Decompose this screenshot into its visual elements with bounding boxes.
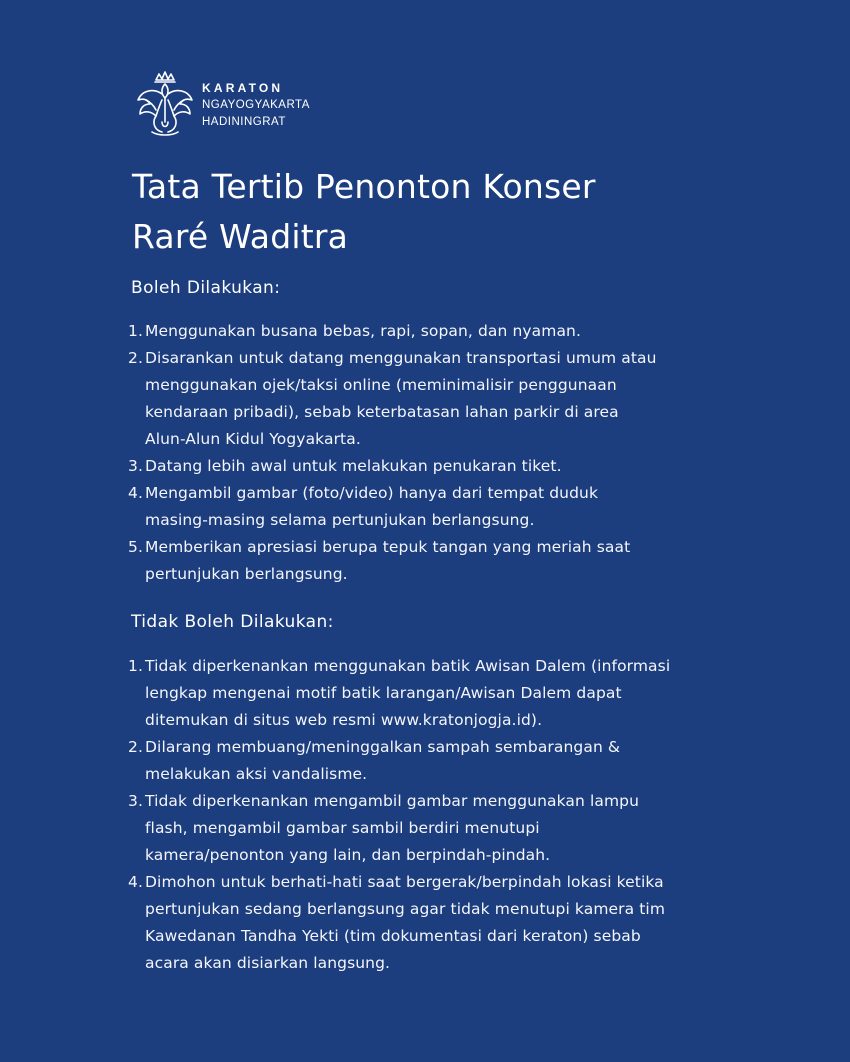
list-text — [145, 318, 728, 345]
list-item — [128, 345, 728, 453]
list-number: 1. — [128, 322, 143, 340]
list-line: kamera/penonton yang lain, dan berpindah-pindah. — [145, 846, 551, 864]
forbidden-heading: Tidak Boleh Dilakukan: — [131, 612, 334, 632]
logo-line-karaton: KARATON — [202, 80, 284, 95]
list-number: 4. — [128, 873, 143, 891]
forbidden-list — [128, 653, 728, 977]
list-line: Dimohon untuk berhati-hati saat bergerak/berpindah lokasi ketika — [145, 873, 664, 891]
allowed-heading: Boleh Dilakukan: — [131, 278, 281, 298]
list-line: masing-masing selama pertunjukan berlangsung. — [145, 511, 535, 529]
list-line: Menggunakan busana bebas, rapi, sopan, dan nyaman. — [145, 322, 582, 340]
list-line: pertunjukan sedang berlangsung agar tidak menutupi kamera tim — [145, 900, 666, 918]
list-text — [145, 345, 728, 453]
list-text — [145, 788, 728, 869]
list-line: pertunjukan berlangsung. — [145, 565, 348, 583]
list-item — [128, 318, 728, 345]
logo-line-ngayogyakarta: NGAYOGYAKARTA — [202, 98, 310, 111]
list-item — [128, 534, 728, 588]
page-title-line-1: Tata Tertib Penonton Konser — [132, 167, 596, 206]
list-line: Kawedanan Tandha Yekti (tim dokumentasi dari keraton) sebab — [145, 927, 641, 945]
list-text — [145, 734, 728, 788]
list-text — [145, 869, 728, 977]
list-text — [145, 453, 728, 480]
page-title — [132, 162, 596, 262]
allowed-list — [128, 318, 728, 588]
list-number: 3. — [128, 457, 143, 475]
karaton-emblem-icon — [132, 70, 198, 140]
list-line: ditemukan di situs web resmi www.kratonjogja.id). — [145, 711, 543, 729]
karaton-logo — [132, 70, 310, 140]
list-item — [128, 653, 728, 734]
list-number: 1. — [128, 657, 143, 675]
list-item — [128, 734, 728, 788]
list-number: 4. — [128, 484, 143, 502]
list-line: kendaraan pribadi), sebab keterbatasan lahan parkir di area — [145, 403, 619, 421]
list-number: 2. — [128, 738, 143, 756]
list-number: 3. — [128, 792, 143, 810]
logo-text — [202, 80, 310, 131]
list-line: Dilarang membuang/meninggalkan sampah sembarangan & — [145, 738, 621, 756]
list-text — [145, 480, 728, 534]
list-line: acara akan disiarkan langsung. — [145, 954, 391, 972]
list-line: flash, mengambil gambar sambil berdiri menutupi — [145, 819, 540, 837]
list-item — [128, 480, 728, 534]
list-line: Disarankan untuk datang menggunakan transportasi umum atau — [145, 349, 657, 367]
list-line: Datang lebih awal untuk melakukan penukaran tiket. — [145, 457, 562, 475]
list-number: 2. — [128, 349, 143, 367]
list-line: Memberikan apresiasi berupa tepuk tangan yang meriah saat — [145, 538, 631, 556]
list-line: lengkap mengenai motif batik larangan/Awisan Dalem dapat — [145, 684, 622, 702]
list-line: Alun-Alun Kidul Yogyakarta. — [145, 430, 361, 448]
list-line: Tidak diperkenankan menggunakan batik Awisan Dalem (informasi — [145, 657, 671, 675]
list-item — [128, 869, 728, 977]
page-title-line-2: Raré Waditra — [132, 217, 349, 256]
list-text — [145, 534, 728, 588]
list-line: Mengambil gambar (foto/video) hanya dari tempat duduk — [145, 484, 599, 502]
list-text — [145, 653, 728, 734]
list-item — [128, 788, 728, 869]
list-line: menggunakan ojek/taksi online (meminimalisir penggunaan — [145, 376, 617, 394]
list-item — [128, 453, 728, 480]
list-line: Tidak diperkenankan mengambil gambar menggunakan lampu — [145, 792, 640, 810]
list-line: melakukan aksi vandalisme. — [145, 765, 368, 783]
logo-line-hadiningrat: HADININGRAT — [202, 115, 286, 128]
list-number: 5. — [128, 538, 143, 556]
